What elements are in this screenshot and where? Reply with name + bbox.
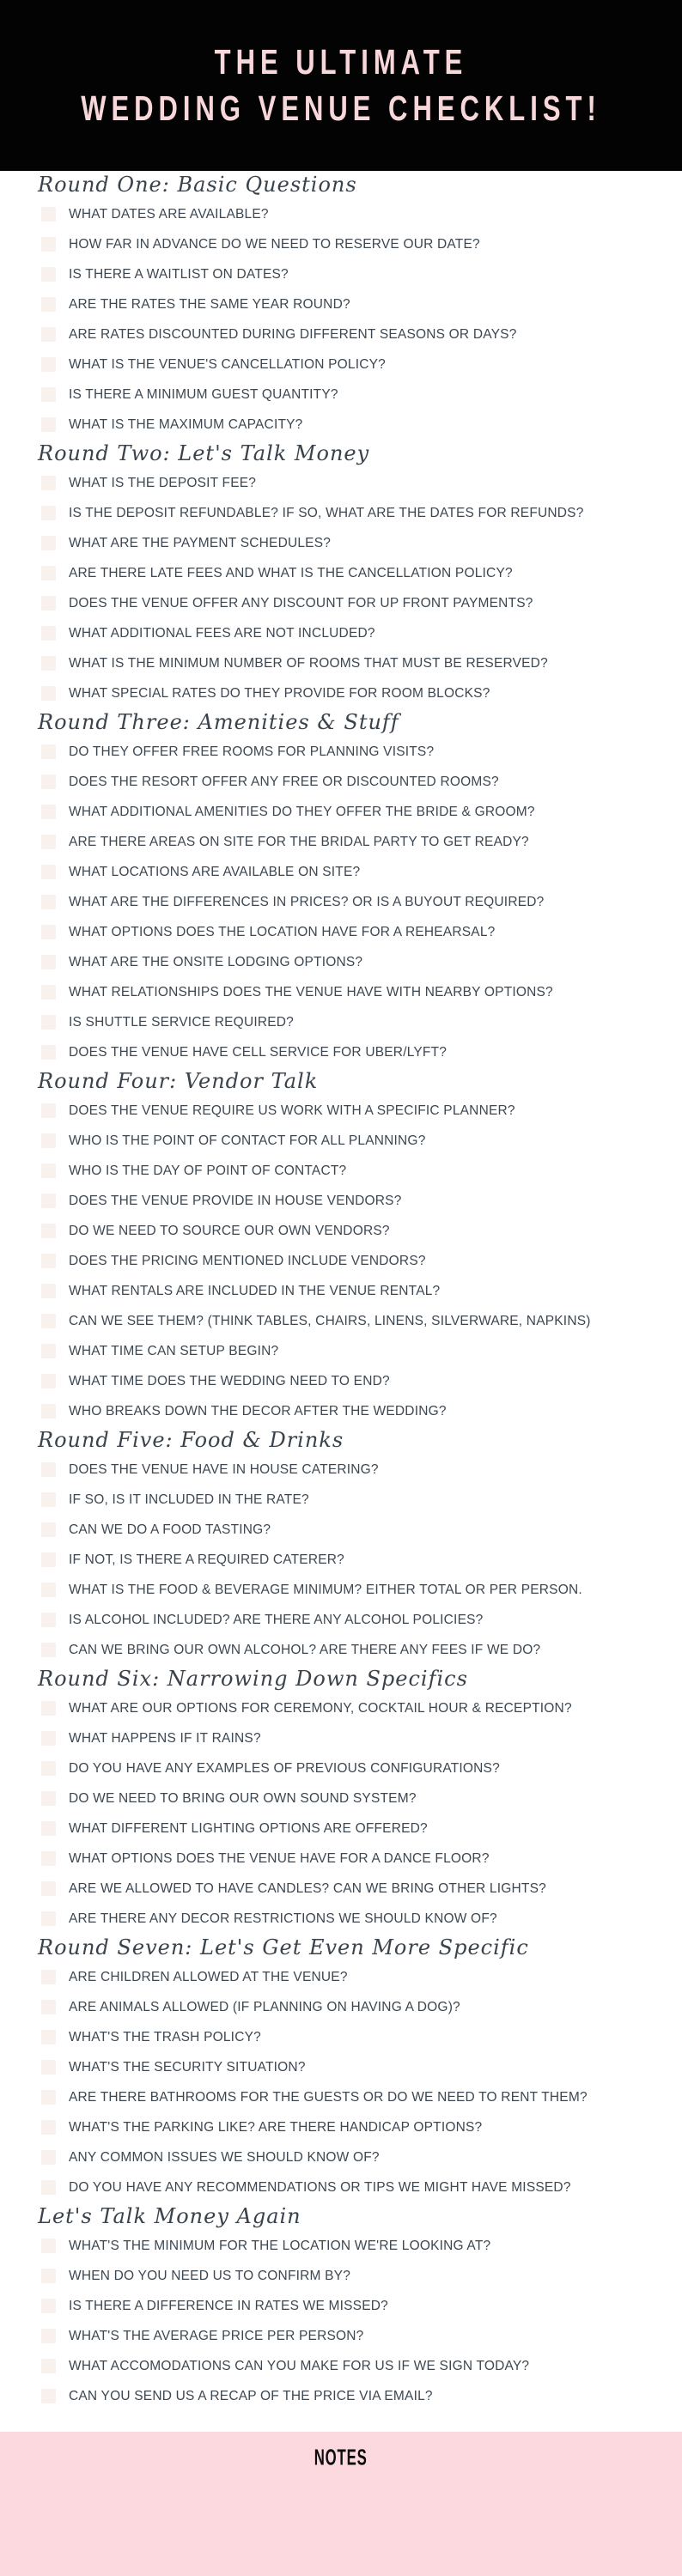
checklist-item-label: WHAT IS THE DEPOSIT FEE? — [69, 475, 257, 490]
checklist-item-label: DOES THE VENUE HAVE CELL SERVICE FOR UBER/LYFT? — [69, 1044, 448, 1060]
checklist-item-row — [0, 1037, 682, 1067]
checkbox[interactable] — [41, 237, 56, 252]
page-header — [0, 0, 682, 171]
checklist-item-label: WHAT IS THE FOOD & BEVERAGE MINIMUM? EITHER TOTAL OR PER PERSON. — [69, 1582, 582, 1597]
checklist-item-label: WHAT'S THE PARKING LIKE? ARE THERE HANDICAP OPTIONS? — [69, 2119, 483, 2135]
checklist-item-row — [0, 1366, 682, 1396]
checklist-item-label: ARE CHILDREN ALLOWED AT THE VENUE? — [69, 1969, 348, 1984]
checklist-item-label: WHAT LOCATIONS ARE AVAILABLE ON SITE? — [69, 864, 361, 879]
section-heading: Round Six: Narrowing Down Specifics — [38, 1667, 468, 1691]
notes-title: NOTES — [314, 2445, 368, 2470]
checklist-item-row — [0, 1246, 682, 1276]
checkbox[interactable] — [41, 327, 56, 342]
checkbox[interactable] — [41, 1522, 56, 1537]
page-title-line-2: WEDDING VENUE CHECKLIST! — [81, 88, 601, 128]
checklist-item-label: IS SHUTTLE SERVICE REQUIRED? — [69, 1014, 294, 1030]
checkbox[interactable] — [41, 1462, 56, 1477]
checkbox[interactable] — [41, 596, 56, 611]
checklist-item-row — [0, 1156, 682, 1186]
checklist-item-row — [0, 1783, 682, 1814]
checkbox[interactable] — [41, 1970, 56, 1984]
checkbox[interactable] — [41, 895, 56, 909]
checklist-section — [0, 1934, 682, 2202]
checklist-item-label: WHEN DO YOU NEED US TO CONFIRM BY? — [69, 2268, 351, 2283]
checklist-item-row — [0, 1186, 682, 1216]
checkbox[interactable] — [41, 297, 56, 312]
checklist-item-label: WHO BREAKS DOWN THE DECOR AFTER THE WEDDING? — [69, 1403, 447, 1419]
section-heading: Round Four: Vendor Talk — [38, 1069, 319, 1093]
checkbox[interactable] — [41, 1163, 56, 1178]
checklist-item-row — [0, 2142, 682, 2172]
checklist-section — [0, 171, 682, 440]
checkbox[interactable] — [41, 1613, 56, 1627]
checklist-item-label: CAN WE DO A FOOD TASTING? — [69, 1522, 271, 1537]
checkbox[interactable] — [41, 1492, 56, 1507]
checklist-section — [0, 2202, 682, 2411]
checklist-item-row — [0, 2112, 682, 2142]
checklist-item-label: WHAT ARE THE PAYMENT SCHEDULES? — [69, 535, 332, 550]
checkbox[interactable] — [41, 1731, 56, 1746]
checkbox[interactable] — [41, 387, 56, 402]
checklist-item-label: WHO IS THE DAY OF POINT OF CONTACT? — [69, 1163, 347, 1178]
checklist-item-row — [0, 1455, 682, 1485]
checklist-item-label: ARE RATES DISCOUNTED DURING DIFFERENT SEASONS OR DAYS? — [69, 326, 517, 342]
checklist-item-label: ARE THE RATES THE SAME YEAR ROUND? — [69, 296, 350, 312]
checklist-item-row — [0, 618, 682, 648]
checklist-item-label: CAN WE SEE THEM? (THINK TABLES, CHAIRS, LINENS, SILVERWARE, NAPKINS) — [69, 1313, 591, 1328]
checklist-item-row — [0, 1096, 682, 1126]
checklist-item-row — [0, 1992, 682, 2022]
checklist-item-label: WHAT OPTIONS DOES THE VENUE HAVE FOR A DANCE FLOOR? — [69, 1850, 490, 1866]
checklist-content — [0, 171, 682, 2411]
checklist-item-row — [0, 2052, 682, 2082]
checklist-item-label: WHAT ARE OUR OPTIONS FOR CEREMONY, COCKTAIL HOUR & RECEPTION? — [69, 1700, 572, 1716]
checklist-item-row — [0, 1723, 682, 1753]
checklist-item-row — [0, 1693, 682, 1723]
checklist-section — [0, 1426, 682, 1665]
checklist-item-row — [0, 2231, 682, 2261]
checklist-item-row — [0, 199, 682, 229]
checklist-section — [0, 1067, 682, 1426]
checkbox[interactable] — [41, 2150, 56, 2165]
checklist-item-row — [0, 1515, 682, 1545]
checkbox[interactable] — [41, 2090, 56, 2105]
checklist-item-row — [0, 767, 682, 797]
checkbox[interactable] — [41, 1284, 56, 1298]
checkbox[interactable] — [41, 1374, 56, 1388]
checklist-item-label: WHAT'S THE MINIMUM FOR THE LOCATION WE'RE LOOKING AT? — [69, 2238, 491, 2253]
checklist-item-row — [0, 887, 682, 917]
checklist-item-label: WHAT IS THE MAXIMUM CAPACITY? — [69, 416, 303, 432]
checklist-item-row — [0, 498, 682, 528]
checkbox[interactable] — [41, 566, 56, 580]
checklist-item-label: IS THE DEPOSIT REFUNDABLE? IF SO, WHAT ARE THE DATES FOR REFUNDS? — [69, 505, 584, 520]
checkbox[interactable] — [41, 865, 56, 879]
checkbox[interactable] — [41, 207, 56, 222]
checklist-item-label: DO YOU HAVE ANY RECOMMENDATIONS OR TIPS WE MIGHT HAVE MISSED? — [69, 2179, 571, 2195]
checklist-item-label: DOES THE VENUE REQUIRE US WORK WITH A SPECIFIC PLANNER? — [69, 1103, 515, 1118]
checklist-item-label: WHAT HAPPENS IF IT RAINS? — [69, 1730, 261, 1746]
checklist-item-row — [0, 349, 682, 380]
checkbox[interactable] — [41, 1015, 56, 1030]
checklist-item-label: WHAT SPECIAL RATES DO THEY PROVIDE FOR ROOM BLOCKS? — [69, 685, 490, 701]
section-heading: Round Two: Let's Talk Money — [38, 441, 370, 465]
checklist-item-label: WHAT'S THE TRASH POLICY? — [69, 2029, 261, 2044]
checklist-item-label: ARE ANIMALS ALLOWED (IF PLANNING ON HAVING A DOG)? — [69, 1999, 460, 2014]
checkbox[interactable] — [41, 2299, 56, 2313]
checkbox[interactable] — [41, 1314, 56, 1328]
checklist-item-label: ARE THERE AREAS ON SITE FOR THE BRIDAL PARTY TO GET READY? — [69, 834, 529, 849]
section-heading: Let's Talk Money Again — [38, 2204, 301, 2228]
checklist-item-label: ANY COMMON ISSUES WE SHOULD KNOW OF? — [69, 2149, 380, 2165]
checklist-item-row — [0, 1962, 682, 1992]
checkbox[interactable] — [41, 656, 56, 671]
checkbox[interactable] — [41, 1851, 56, 1866]
checklist-item-row — [0, 2321, 682, 2351]
checklist-item-label: DOES THE PRICING MENTIONED INCLUDE VENDORS? — [69, 1253, 426, 1268]
checklist-item-row — [0, 1753, 682, 1783]
checkbox[interactable] — [41, 357, 56, 372]
checklist-item-row — [0, 558, 682, 588]
checklist-item-row — [0, 857, 682, 887]
checklist-item-row — [0, 977, 682, 1007]
section-heading: Round Three: Amenities & Stuff — [38, 710, 399, 734]
checklist-item-row — [0, 1336, 682, 1366]
checkbox[interactable] — [41, 626, 56, 641]
checklist-item-label: IS THERE A DIFFERENCE IN RATES WE MISSED? — [69, 2298, 388, 2313]
checklist-item-label: WHAT OPTIONS DOES THE LOCATION HAVE FOR A REHEARSAL? — [69, 924, 496, 939]
checkbox[interactable] — [41, 267, 56, 282]
checklist-item-row — [0, 947, 682, 977]
checklist-item-label: HOW FAR IN ADVANCE DO WE NEED TO RESERVE OUR DATE? — [69, 236, 480, 252]
checklist-item-row — [0, 678, 682, 708]
checklist-item-row — [0, 2351, 682, 2381]
checklist-item-row — [0, 259, 682, 289]
checklist-item-row — [0, 1545, 682, 1575]
checklist-section — [0, 708, 682, 1067]
checklist-item-label: WHAT'S THE AVERAGE PRICE PER PERSON? — [69, 2328, 364, 2343]
checklist-item-label: CAN YOU SEND US A RECAP OF THE PRICE VIA EMAIL? — [69, 2388, 433, 2403]
checklist-item-label: DO THEY OFFER FREE ROOMS FOR PLANNING VISITS? — [69, 744, 435, 759]
checkbox[interactable] — [41, 2239, 56, 2253]
checklist-item-row — [0, 1396, 682, 1426]
checklist-item-row — [0, 289, 682, 319]
checkbox[interactable] — [41, 1761, 56, 1776]
checklist-item-row — [0, 1216, 682, 1246]
checklist-item-row — [0, 380, 682, 410]
checklist-item-row — [0, 2381, 682, 2411]
checkbox[interactable] — [41, 2000, 56, 2014]
checklist-item-row — [0, 2082, 682, 2112]
checklist-item-label: WHO IS THE POINT OF CONTACT FOR ALL PLANNING? — [69, 1133, 426, 1148]
checkbox[interactable] — [41, 1881, 56, 1896]
checklist-item-row — [0, 319, 682, 349]
checklist-item-label: WHAT RENTALS ARE INCLUDED IN THE VENUE RENTAL? — [69, 1283, 441, 1298]
checklist-item-label: IF NOT, IS THERE A REQUIRED CATERER? — [69, 1552, 344, 1567]
checklist-item-row — [0, 2261, 682, 2291]
section-heading: Round Seven: Let's Get Even More Specific — [38, 1935, 529, 1959]
checklist-item-row — [0, 797, 682, 827]
checkbox[interactable] — [41, 1103, 56, 1118]
checkbox[interactable] — [41, 1045, 56, 1060]
checkbox[interactable] — [41, 2120, 56, 2135]
checkbox[interactable] — [41, 2180, 56, 2195]
checklist-item-row — [0, 2172, 682, 2202]
checkbox[interactable] — [41, 1194, 56, 1208]
checkbox[interactable] — [41, 744, 56, 759]
checklist-item-label: WHAT IS THE MINIMUM NUMBER OF ROOMS THAT MUST BE RESERVED? — [69, 655, 548, 671]
checkbox[interactable] — [41, 536, 56, 550]
checkbox[interactable] — [41, 476, 56, 490]
checkbox[interactable] — [41, 1791, 56, 1806]
checkbox[interactable] — [41, 2060, 56, 2075]
checklist-item-label: WHAT TIME DOES THE WEDDING NEED TO END? — [69, 1373, 390, 1388]
checkbox[interactable] — [41, 1821, 56, 1836]
checklist-item-label: WHAT ADDITIONAL AMENITIES DO THEY OFFER THE BRIDE & GROOM? — [69, 804, 535, 819]
checkbox[interactable] — [41, 1344, 56, 1358]
checkbox[interactable] — [41, 2329, 56, 2343]
checklist-item-label: ARE THERE BATHROOMS FOR THE GUESTS OR DO WE NEED TO RENT THEM? — [69, 2089, 588, 2105]
checklist-item-label: WHAT ARE THE DIFFERENCES IN PRICES? OR IS A BUYOUT REQUIRED? — [69, 894, 545, 909]
checkbox[interactable] — [41, 1911, 56, 1926]
checklist-item-row — [0, 827, 682, 857]
checklist-item-label: ARE THERE ANY DECOR RESTRICTIONS WE SHOULD KNOW OF? — [69, 1911, 497, 1926]
checkbox[interactable] — [41, 955, 56, 969]
checklist-item-label: ARE THERE LATE FEES AND WHAT IS THE CANCELLATION POLICY? — [69, 565, 513, 580]
checklist-item-label: DOES THE VENUE PROVIDE IN HOUSE VENDORS? — [69, 1193, 402, 1208]
checklist-item-label: ARE WE ALLOWED TO HAVE CANDLES? CAN WE BRING OTHER LIGHTS? — [69, 1880, 546, 1896]
checklist-item-row — [0, 737, 682, 767]
checklist-item-row — [0, 1007, 682, 1037]
checklist-item-label: DO WE NEED TO SOURCE OUR OWN VENDORS? — [69, 1223, 390, 1238]
checklist-item-label: WHAT IS THE VENUE'S CANCELLATION POLICY? — [69, 356, 386, 372]
checklist-item-label: WHAT ADDITIONAL FEES ARE NOT INCLUDED? — [69, 625, 375, 641]
checklist-item-row — [0, 468, 682, 498]
checklist-section — [0, 440, 682, 708]
checklist-item-row — [0, 1306, 682, 1336]
checklist-item-row — [0, 648, 682, 678]
checklist-item-label: IS THERE A WAITLIST ON DATES? — [69, 266, 289, 282]
checklist-item-row — [0, 1575, 682, 1605]
checklist-item-row — [0, 1635, 682, 1665]
checklist-item-label: DO YOU HAVE ANY EXAMPLES OF PREVIOUS CONFIGURATIONS? — [69, 1760, 500, 1776]
checkbox[interactable] — [41, 1552, 56, 1567]
checklist-item-row — [0, 528, 682, 558]
checklist-item-row — [0, 1844, 682, 1874]
checklist-item-label: WHAT ARE THE ONSITE LODGING OPTIONS? — [69, 954, 363, 969]
checkbox[interactable] — [41, 805, 56, 819]
checkbox[interactable] — [41, 925, 56, 939]
page-title-line-1: THE ULTIMATE — [214, 41, 468, 82]
checkbox[interactable] — [41, 686, 56, 701]
checklist-item-label: DOES THE RESORT OFFER ANY FREE OR DISCOUNTED ROOMS? — [69, 774, 499, 789]
checkbox[interactable] — [41, 2359, 56, 2373]
checklist-item-row — [0, 1874, 682, 1904]
checkbox[interactable] — [41, 1701, 56, 1716]
checklist-item-label: IS ALCOHOL INCLUDED? ARE THERE ANY ALCOHOL POLICIES? — [69, 1612, 484, 1627]
checklist-item-label: IF SO, IS IT INCLUDED IN THE RATE? — [69, 1492, 309, 1507]
checkbox[interactable] — [41, 835, 56, 849]
checkbox[interactable] — [41, 1254, 56, 1268]
checklist-item-row — [0, 2291, 682, 2321]
checklist-item-label: WHAT DIFFERENT LIGHTING OPTIONS ARE OFFERED? — [69, 1820, 428, 1836]
checklist-item-label: WHAT TIME CAN SETUP BEGIN? — [69, 1343, 279, 1358]
checklist-item-label: WHAT'S THE SECURITY SITUATION? — [69, 2059, 306, 2075]
checklist-item-row — [0, 1126, 682, 1156]
checklist-item-label: DO WE NEED TO BRING OUR OWN SOUND SYSTEM? — [69, 1790, 417, 1806]
checkbox[interactable] — [41, 1583, 56, 1597]
checklist-item-row — [0, 1904, 682, 1934]
checkbox[interactable] — [41, 1224, 56, 1238]
checkbox[interactable] — [41, 2030, 56, 2044]
checklist-item-label: WHAT RELATIONSHIPS DOES THE VENUE HAVE WITH NEARBY OPTIONS? — [69, 984, 553, 999]
checklist-item-label: CAN WE BRING OUR OWN ALCOHOL? ARE THERE ANY FEES IF WE DO? — [69, 1642, 541, 1657]
checkbox[interactable] — [41, 1643, 56, 1657]
checkbox[interactable] — [41, 2389, 56, 2403]
checklist-item-row — [0, 229, 682, 259]
checklist-item-row — [0, 410, 682, 440]
checkbox[interactable] — [41, 506, 56, 520]
checklist-item-row — [0, 2022, 682, 2052]
checklist-item-label: WHAT ACCOMODATIONS CAN YOU MAKE FOR US IF WE SIGN TODAY? — [69, 2358, 530, 2373]
checkbox[interactable] — [41, 775, 56, 789]
checklist-item-label: IS THERE A MINIMUM GUEST QUANTITY? — [69, 386, 338, 402]
notes-section — [0, 2432, 682, 2576]
checkbox[interactable] — [41, 1133, 56, 1148]
checklist-item-row — [0, 1814, 682, 1844]
checklist-item-row — [0, 1605, 682, 1635]
checklist-item-label: DOES THE VENUE HAVE IN HOUSE CATERING? — [69, 1461, 379, 1477]
checkbox[interactable] — [41, 417, 56, 432]
checklist-section — [0, 1665, 682, 1934]
checkbox[interactable] — [41, 985, 56, 999]
checklist-item-row — [0, 1485, 682, 1515]
checklist-item-row — [0, 917, 682, 947]
checklist-item-row — [0, 588, 682, 618]
checklist-item-label: DOES THE VENUE OFFER ANY DISCOUNT FOR UP FRONT PAYMENTS? — [69, 595, 533, 611]
checklist-item-row — [0, 1276, 682, 1306]
section-heading: Round One: Basic Questions — [38, 173, 357, 197]
section-heading: Round Five: Food & Drinks — [38, 1428, 344, 1452]
checklist-item-label: WHAT DATES ARE AVAILABLE? — [69, 206, 269, 222]
checkbox[interactable] — [41, 2269, 56, 2283]
checkbox[interactable] — [41, 1404, 56, 1419]
